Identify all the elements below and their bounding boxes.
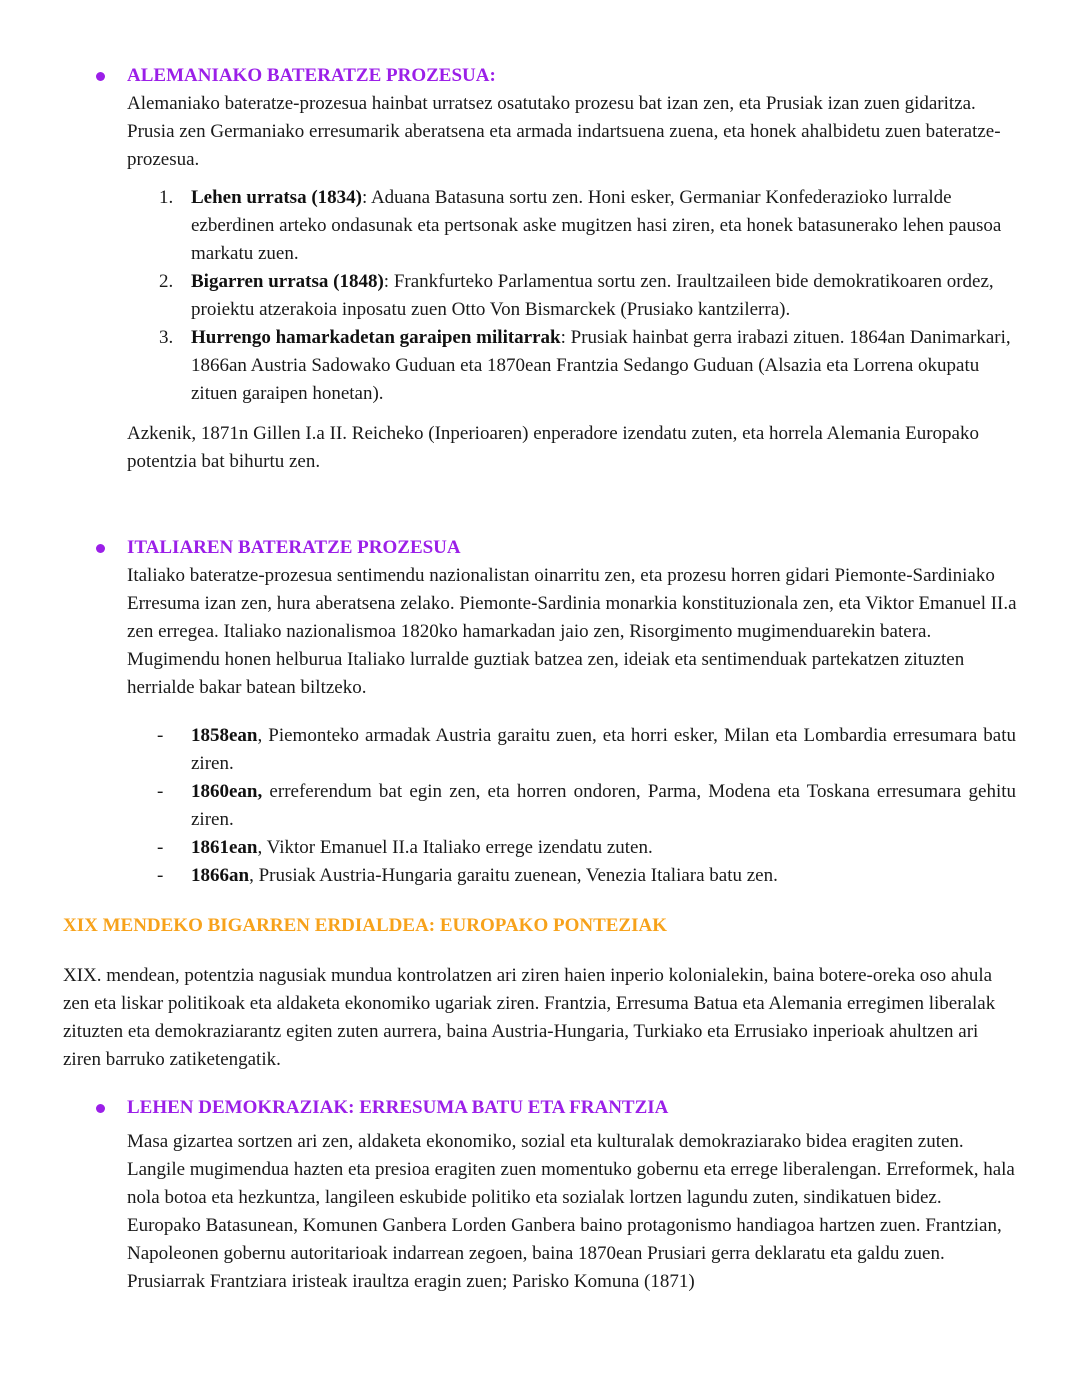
democracy-paragraph-2: Europako Batasunean, Komunen Ganbera Lorden Ganbera baino protagonismo handiagoa hartzen zuen. Frantzian, Napoleonen gobernu autoritarioak indarrean zegoen, baina 1870ean Prusiari gerra deklaratu eta galdu zuen. Prusiarrak Frantziara iristeak iraultza eragin zuen; Parisko Komuna (1871)	[127, 1215, 1002, 1292]
list-item: - 1861ean, Viktor Emanuel II.a Italiako errege izendatu zuten.	[157, 837, 653, 858]
germany-title: ALEMANIAKO BATERATZE PROZESUA:	[127, 65, 496, 86]
section-italy	[0, 534, 1080, 890]
bullet-dot	[96, 72, 105, 81]
democracy-paragraph-1: Masa gizartea sortzen ari zen, aldaketa ekonomiko, sozial eta kulturalak demokraziarako bidea eragiten zuten. Langile mugimendua hazten eta presioa eragiten zuen momentuko gobernu eta errege liberalengan. Erreformek, hala nola botoa eta hezkuntza, langileen eskubide politiko eta sozialak lortzen lagundu zuten, sindikatuen bidez.	[127, 1131, 1015, 1208]
list-item: - 1860ean, erreferendum bat egin zen, eta horren ondoren, Parma, Modena eta Toskana erresumara gehitu ziren.	[157, 781, 1016, 830]
list-item: - 1858ean, Piemonteko armadak Austria garaitu zuen, eta horri esker, Milan eta Lombardia erresumara batu ziren.	[157, 725, 1016, 774]
section-germany	[0, 62, 1080, 476]
list-item: 3. Hurrengo hamarkadetan garaipen militarrak: Prusiak hainbat gerra irabazi zituen. 1864an Danimarkari, 1866an Austria Sadowako Guduan eta 1870ean Frantzia Sedango Guduan (Alsazia eta Lorrena okupatu zituen garaipen honetan).	[159, 327, 1011, 404]
section-heading	[0, 62, 1080, 90]
germany-conclusion: Azkenik, 1871n Gillen I.a II. Reicheko (Inperioaren) enperadore izendatu zuten, eta horrela Alemania Europako potentzia bat bihurtu zen.	[127, 423, 979, 472]
germany-steps	[0, 184, 1080, 408]
germany-intro: Alemaniako bateratze-prozesua hainbat urratsez osatutako prozesu bat izan zen, eta Prusiak izan zuen gidaritza. Prusia zen Germaniako erresumarik aberatsena eta armada indartsuena zuena, eta honek ahalbidetu zuen bateratze-prozesua.	[127, 93, 1001, 170]
section-heading	[0, 1094, 1080, 1122]
bullet-dot	[96, 1104, 105, 1113]
list-item: - 1866an, Prusiak Austria-Hungaria garaitu zuenean, Venezia Italiara batu zen.	[157, 865, 778, 886]
list-item: 2. Bigarren urratsa (1848): Frankfurteko Parlamentua sortu zen. Iraultzaileen bide demokratikoaren ordez, proiektu atzerakoia inposatu zuen Otto Von Bismarckek (Prusiako kantzilerra).	[159, 271, 994, 320]
italy-title: ITALIAREN BATERATZE PROZESUA	[127, 537, 461, 558]
italy-intro: Italiako bateratze-prozesua sentimendu nazionalistan oinarritu zen, eta prozesu horren gidari Piemonte-Sardiniako Erresuma izan zen, hura aberatsena zelako. Piemonte-Sardinia monarkia konstituzionala zen, eta Viktor Emanuel II.a zen erregea. Italiako nazionalismoa 1820ko hamarkadan jaio zen, Risorgimento mugimenduarekin batera. Mugimendu honen helburua Italiako lurralde guztiak batzea zen, ideiak eta sentimenduak partekatzen zituzten herrialde bakar batean biltzeko.	[127, 565, 1017, 698]
section-democracy	[0, 1094, 1080, 1296]
democracy-title: LEHEN DEMOKRAZIAK: ERRESUMA BATU ETA FRANTZIA	[127, 1097, 669, 1118]
europe-paragraph: XIX. mendean, potentzia nagusiak mundua kontrolatzen ari ziren haien inperio kolonialekin, baina botere-oreka oso ahula zen eta liskar politikoak eta aldaketa ekonomiko ugariak ziren. Frantzia, Erresuma Batua eta Alemania erregimen liberalak zituzten eta demokraziarantz egiten zuten aurrera, baina Austria-Hungaria, Turkiako eta Errusiako inperioak ahultzen ari ziren barruko zatiketengatik.	[63, 965, 996, 1070]
section-heading	[0, 534, 1080, 562]
bullet-dot	[96, 544, 105, 553]
list-item: 1. Lehen urratsa (1834): Aduana Batasuna sortu zen. Honi esker, Germaniar Konfederazioko lurralde ezberdinen arteko ondasunak eta pertsonak aske mugitzen hasi ziren, eta honek batasunerako lehen pausoa markatu zuen.	[159, 187, 1002, 264]
italy-events	[0, 722, 1080, 890]
europe-heading: XIX MENDEKO BIGARREN ERDIALDEA: EUROPAKO PONTEZIAK	[63, 915, 668, 936]
